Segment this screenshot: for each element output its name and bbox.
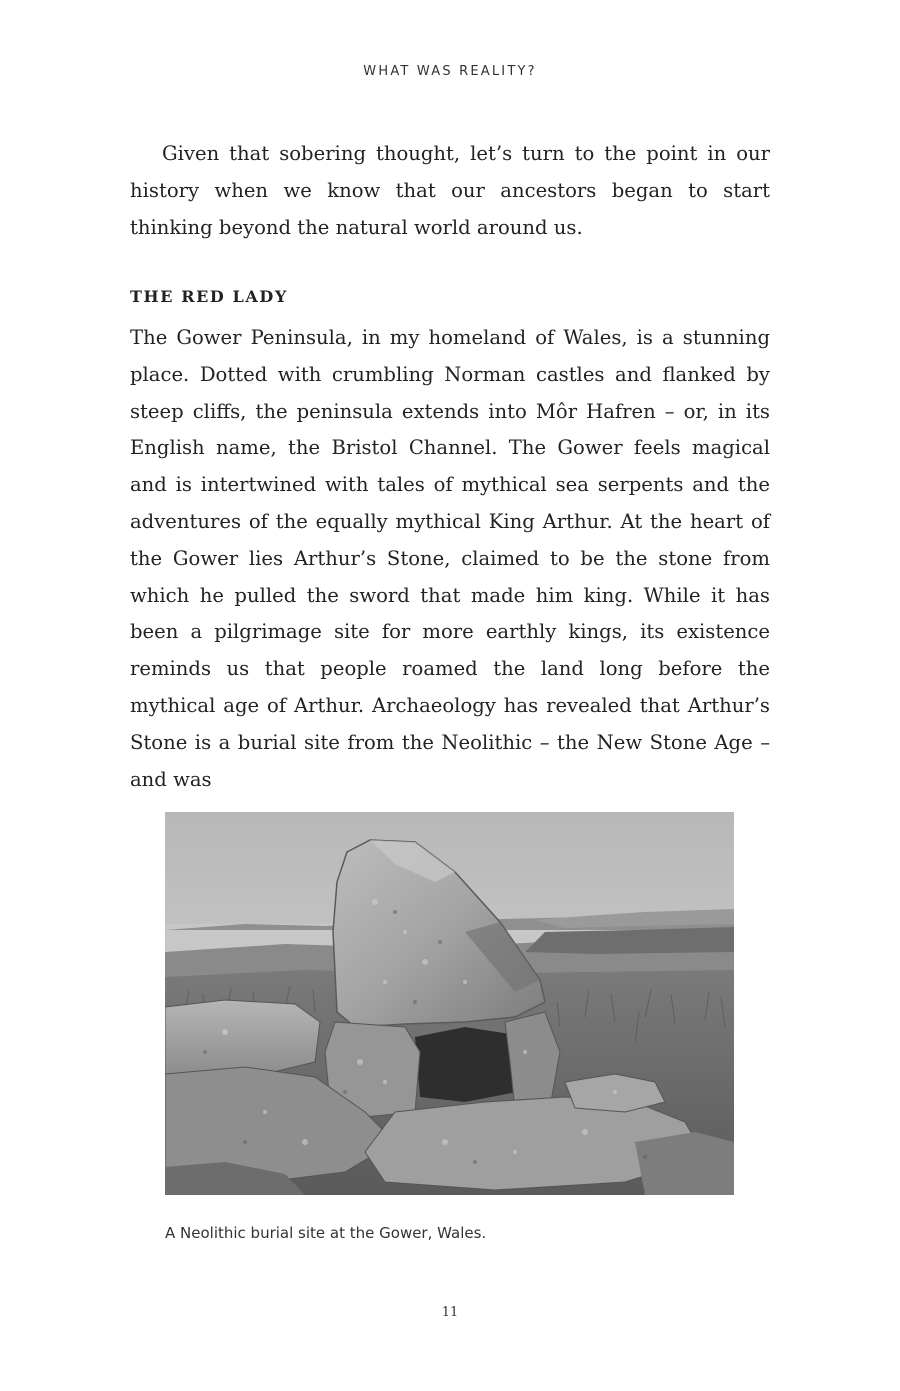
burial-chamber-illustration [165,812,734,1195]
running-head: WHAT WAS REALITY? [363,64,537,79]
body-paragraph: The Gower Peninsula, in my homeland of Wales, is a stunning place. Dotted with crumbling Norman castles and flanked by steep cliffs, the peninsula extends into Môr Hafren – or, in its English name, the Bristol Channel. The Gower feels magical and is intertwined with tales of mythical sea serpents and the adventures of the equally mythical King Arthur. At the heart of the Gower lies Arthur’s Stone, claimed to be the stone from which he pulled the sword that made him king. While it has been a pilgrimage site for more earthly kings, its existence reminds us that people roamed the land long before the mythical age of Arthur. Archaeology has revealed that Arthur’s Stone is a burial site from the Neolithic – the New Stone Age – and was [130,326,770,791]
body-paragraph: Given that sobering thought, let’s turn to the point in our history when we know that our ancestors began to start thinking beyond the natural world around us. [130,142,770,239]
section-heading: THE RED LADY [130,287,288,306]
page-number: 11 [441,1305,459,1320]
figure-caption: A Neolithic burial site at the Gower, Wales. [165,1224,487,1242]
figure-photo [165,812,734,1195]
